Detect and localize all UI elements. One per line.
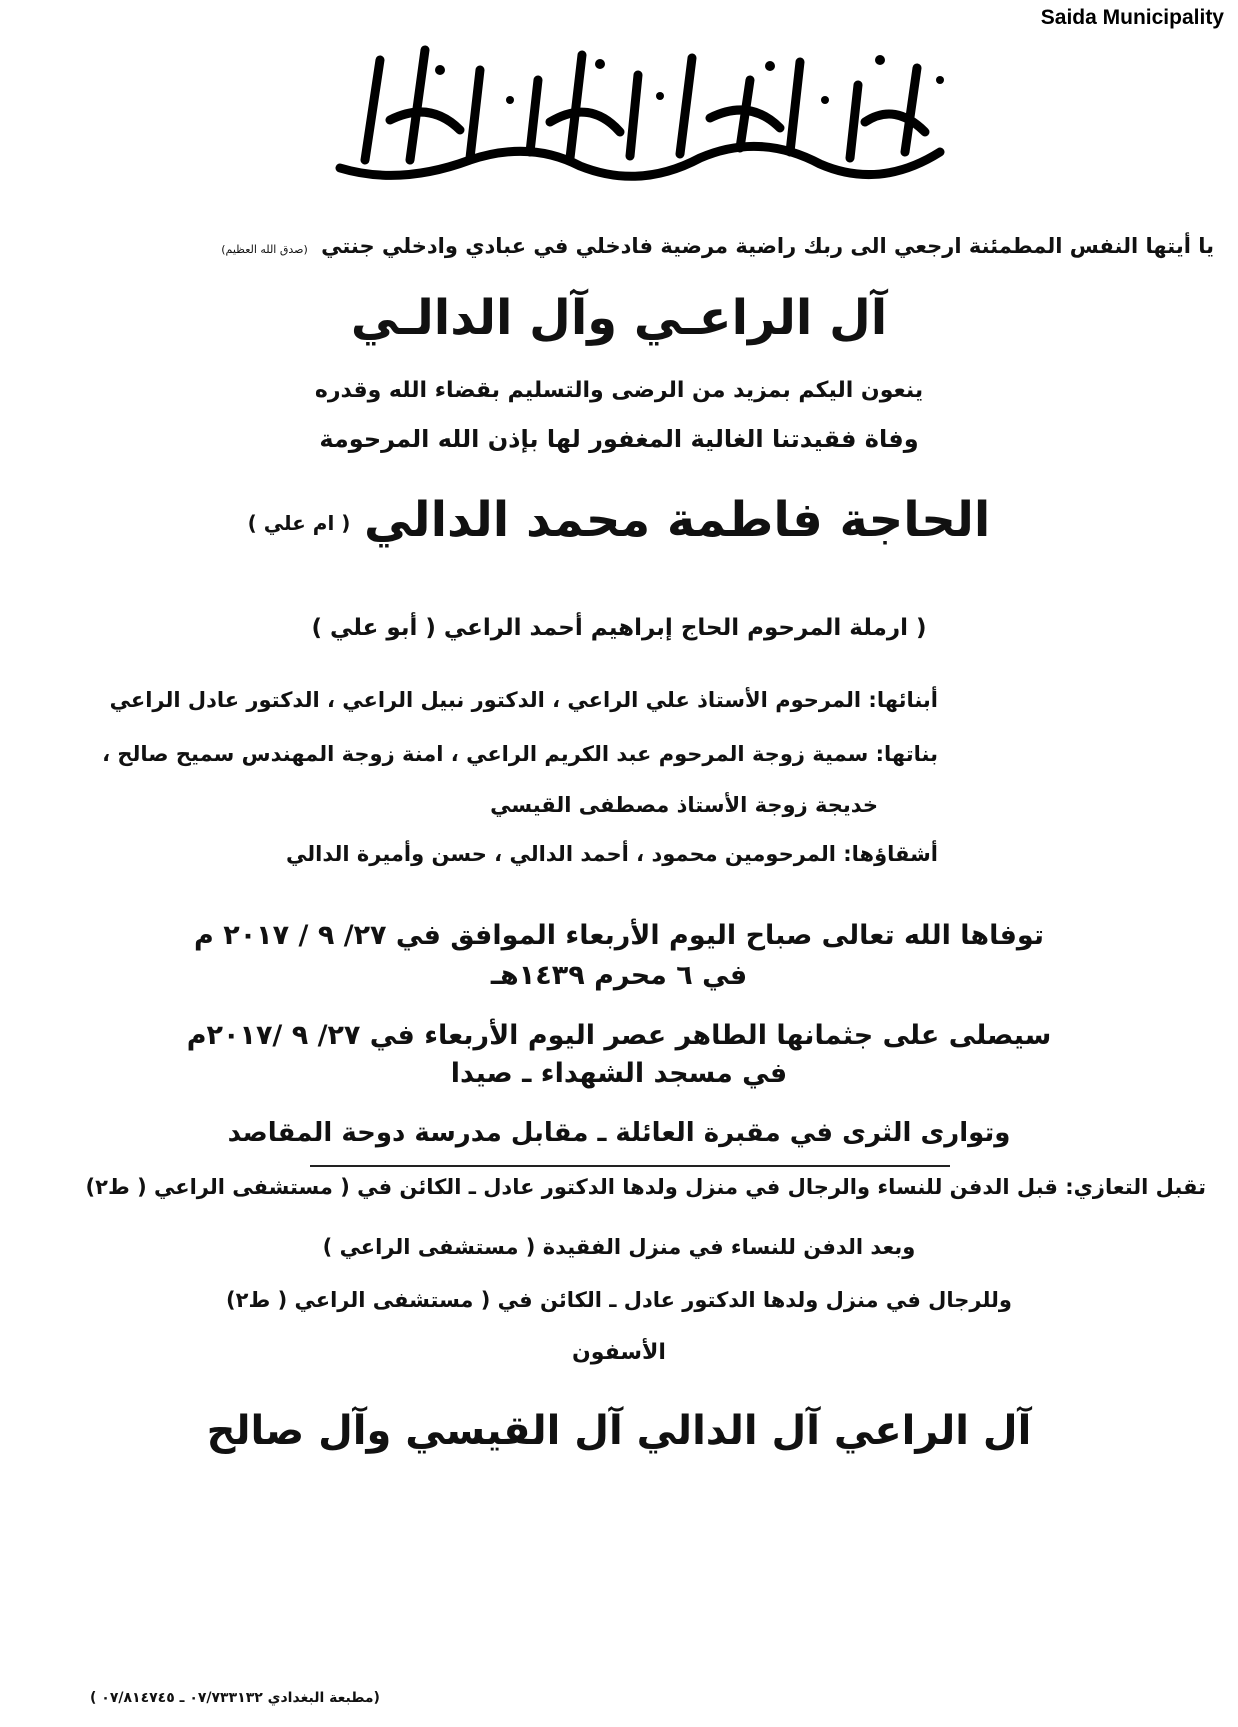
death-hijri-date-line: في ٦ محرم ١٤٣٩هـ — [490, 960, 748, 991]
section-divider — [310, 1165, 950, 1167]
widow-of-line: ( ارملة المرحوم الحاج إبراهيم أحمد الراعي ( أبو علي ) — [311, 615, 927, 641]
deceased-kunya: ( ام علي ) — [247, 511, 351, 535]
burial-line: وتوارى الثرى في مقبرة العائلة ـ مقابل مدرسة دوحة المقاصد — [227, 1118, 1011, 1148]
families-title: آل الراعـي وآل الدالـي — [350, 290, 888, 346]
sons-line: أبنائها: المرحوم الأستاذ علي الراعي ، الدكتور نبيل الراعي ، الدكتور عادل الراعي — [109, 688, 938, 712]
watermark-text: Saida Municipality — [1040, 6, 1224, 29]
condolences-line-1: تقبل التعازي: قبل الدفن للنساء والرجال في منزل ولدها الدكتور عادل ـ الكائن في ( مستشفى الراعي ( ط٢) — [85, 1175, 1206, 1199]
announcement-line-1: ينعون اليكم بمزيد من الرضى والتسليم بقضاء الله وقدره — [314, 378, 924, 403]
quran-verse — [221, 234, 1214, 258]
grieving-label: الأسفون — [572, 1340, 666, 1365]
funeral-prayer-location: في مسجد الشهداء ـ صيدا — [450, 1058, 788, 1089]
closing-families: آل الراعي آل الدالي آل القيسي وآل صالح — [206, 1408, 1032, 1454]
siblings-line: أشقاؤها: المرحومين محمود ، أحمد الدالي ، حسن وأميرة الدالي — [286, 842, 938, 866]
announcement-line-2: وفاة فقيدتنا الغالية المغفور لها بإذن الله المرحومة — [319, 425, 919, 453]
verse-reference: (صدق الله العظيم) — [221, 243, 308, 256]
deceased-name: الحاجة فاطمة محمد الدالي — [363, 492, 991, 548]
daughters-line-continued: خديجة زوجة الأستاذ مصطفى القيسي — [490, 793, 878, 817]
condolences-line-3: وللرجال في منزل ولدها الدكتور عادل ـ الكائن في ( مستشفى الراعي ( ط٢) — [226, 1288, 1012, 1312]
funeral-prayer-line: سيصلى على جثمانها الطاهر عصر اليوم الأربعاء في ٢٧/ ٩ /٢٠١٧م — [186, 1020, 1052, 1051]
death-date-line: توفاها الله تعالى صباح اليوم الأربعاء الموافق في ٢٧/ ٩ / ٢٠١٧ م — [194, 920, 1044, 951]
printer-credit: (مطبعة البغدادي ٠٧/٧٣٣١٣٢ ـ ٠٧/٨١٤٧٤٥ ) — [90, 1690, 380, 1706]
verse-text: يا أيتها النفس المطمئنة ارجعي الى ربك راضية مرضية فادخلي في عبادي وادخلي جنتي — [321, 234, 1214, 258]
header-calligraphy-logo — [320, 40, 960, 190]
daughters-line: بناتها: سمية زوجة المرحوم عبد الكريم الراعي ، امنة زوجة المهندس سميح صالح ، — [102, 742, 938, 766]
condolences-line-2: وبعد الدفن للنساء في منزل الفقيدة ( مستشفى الراعي ) — [322, 1235, 916, 1259]
deceased-name-block — [0, 492, 1238, 548]
